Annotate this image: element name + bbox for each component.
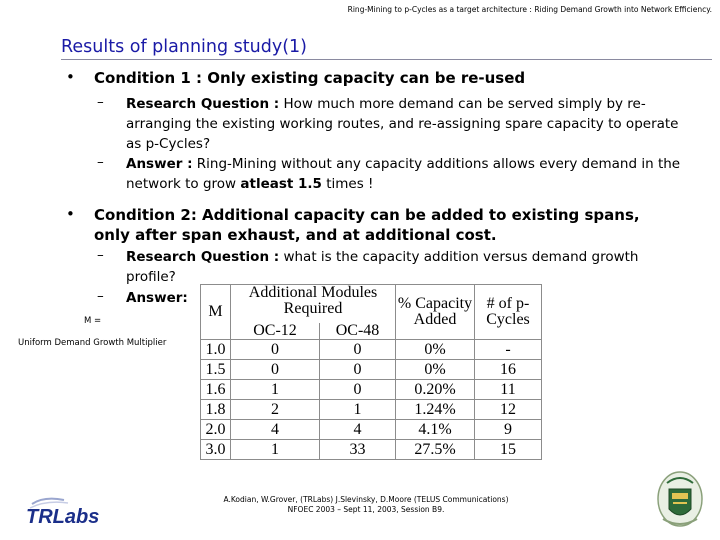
m-definition: Uniform Demand Growth Multiplier [18,338,167,348]
table-header-row [201,285,542,318]
cell-cycles: - [475,340,542,360]
cell-capacity: 0.20% [396,380,475,400]
cell-oc12: 1 [231,380,320,400]
bullet-marker: • [66,68,75,86]
answer-1 [126,154,681,194]
research-question-text: what is the capacity addition versus demand growth profile? [126,249,639,285]
cell-m: 2.0 [201,420,231,440]
table-row [201,340,542,360]
sub-dash: – [97,288,104,304]
header-modules: Additional Modules Required [231,285,396,318]
cell-oc12: 0 [231,340,320,360]
header-oc12: OC-12 [231,323,320,340]
cell-cycles: 11 [475,380,542,400]
header-oc48: OC-48 [320,323,396,340]
cell-m: 1.8 [201,400,231,420]
cell-oc48: 0 [320,340,396,360]
sub-dash: – [97,154,104,170]
answer-text: Ring-Mining without any capacity additions allows every demand in the network to grow [126,156,681,192]
cell-oc12: 4 [231,420,320,440]
bullet-marker: • [66,205,75,223]
footer-conference: NFOEC 2003 – Sept 11, 2003, Session B9. [287,505,445,514]
trlabs-logo [24,494,110,530]
cell-oc48: 4 [320,420,396,440]
results-table [200,284,542,460]
research-question-2 [126,247,681,287]
cell-m: 1.0 [201,340,231,360]
table-row [201,360,542,380]
logo-text: TRLabs [26,506,100,528]
header-m: M [201,285,231,340]
cell-oc48: 1 [320,400,396,420]
cell-cycles: 12 [475,400,542,420]
footer-authors: A.Kodian, W.Grover, (TRLabs) J.Slevinsky, D.Moore (TELUS Communications) [223,495,509,504]
answer-label: Answer : [126,156,193,172]
cell-oc12: 1 [231,440,320,460]
cell-capacity: 4.1% [396,420,475,440]
cell-cycles: 16 [475,360,542,380]
answer-highlight: atleast 1.5 [240,176,322,192]
crest-icon [655,469,705,533]
research-question-label: Research Question : [126,96,280,112]
table-row [201,440,542,460]
bullet-condition-1: Condition 1 : Only existing capacity can be re-used [94,69,526,87]
cell-m: 1.6 [201,380,231,400]
table-row [201,420,542,440]
answer-label: Answer: [126,290,188,306]
header-capacity: % Capacity Added [396,285,475,340]
answer-tail: times ! [321,176,374,192]
research-question-1 [126,94,681,154]
cell-oc48: 0 [320,360,396,380]
bullet-condition-2: Condition 2: Additional capacity can be added to existing spans, only after span exhaust, and at additional cost. [94,206,640,244]
cell-cycles: 9 [475,420,542,440]
cell-m: 1.5 [201,360,231,380]
title-divider [61,59,712,60]
cell-oc12: 2 [231,400,320,420]
cell-capacity: 27.5% [396,440,475,460]
research-question-text: How much more demand can be served simply by re-arranging the existing working routes, and re-assigning spare capacity to operate as p-Cycles? [126,96,679,152]
page-title: Results of planning study(1) [61,37,308,57]
header-cycles: # of p-Cycles [475,285,542,340]
cell-cycles: 15 [475,440,542,460]
cell-capacity: 0% [396,340,475,360]
slide-footer [205,495,527,515]
sub-dash: – [97,94,104,110]
cell-capacity: 0% [396,360,475,380]
cell-oc48: 33 [320,440,396,460]
sub-dash: – [97,247,104,263]
table-row [201,400,542,420]
answer-2 [126,288,206,308]
slide-header: Ring-Mining to p-Cycles as a target architecture : Riding Demand Growth into Network Efficiency. [347,5,712,14]
cell-capacity: 1.24% [396,400,475,420]
research-question-label: Research Question : [126,249,280,265]
cell-m: 3.0 [201,440,231,460]
table-row [201,380,542,400]
m-symbol: M = [84,316,102,326]
cell-oc12: 0 [231,360,320,380]
cell-oc48: 0 [320,380,396,400]
